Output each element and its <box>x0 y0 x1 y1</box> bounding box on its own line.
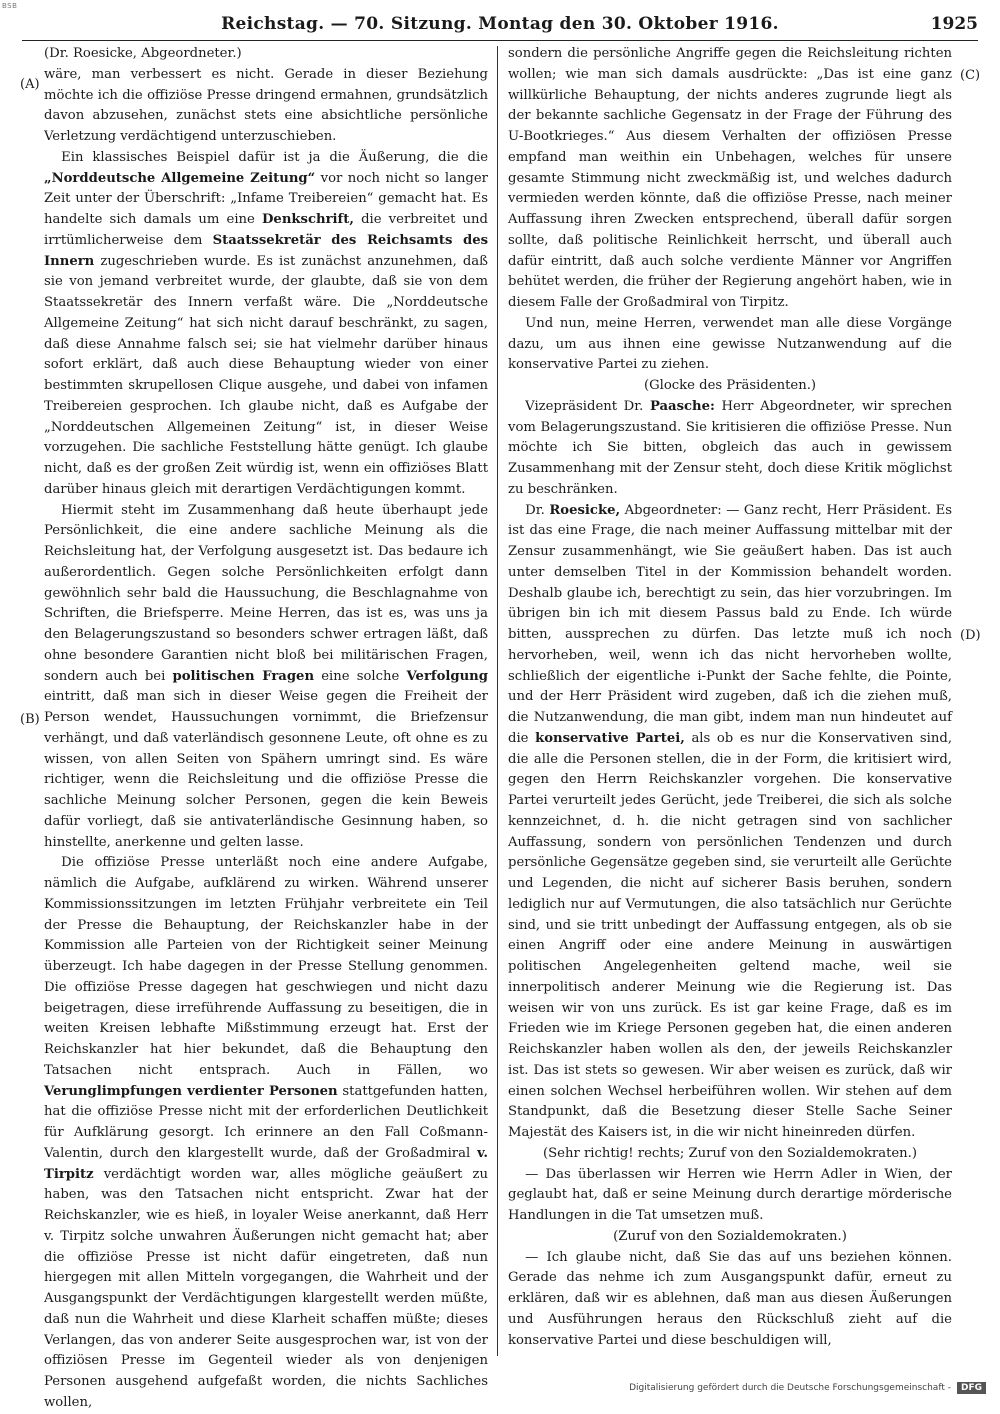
paragraph: Und nun, meine Herren, verwendet man alle diese Vorgänge dazu, um aus ihnen eine gewisse Nutzanwendung auf die konservative Partei zu ziehen. <box>508 315 952 373</box>
margin-marker-a: (A) <box>20 77 40 92</box>
text-run: die verbreitet und irrtümlicherweise dem <box>44 212 488 248</box>
margin-marker-d: (D) <box>960 628 981 643</box>
paragraph: — Das überlassen wir Herren wie Herrn Adler in Wien, der geglaubt hat, daß er seine Meinung durch derartige mörderische Handlungen in die Tat umsetzen muß. <box>508 1166 952 1223</box>
text-run: eintritt, daß man sich in dieser Weise gegen die Freiheit der Person wendet, Haussuchungen vornimmt, die Briefzensur verhängt, und daß vaterländisch gesonnene Leute, oft ohne es zu wissen, von allen Seiten von Spähern umringt sind. Es wäre richtiger, wenn die Reichsleitung und die offiziöse Presse die sachliche Meinung solcher Personen, gegen die kein Beweis dafür vorliegt, daß sie antivaterländische Gesinnung haben, so hinstellte, anerkenne und gelten lasse. <box>44 689 488 850</box>
header-rule <box>22 40 978 41</box>
paragraph <box>508 397 952 501</box>
left-column <box>44 44 489 1410</box>
emphasis: „Norddeutsche Allgemeine Zeitung“ <box>44 170 316 186</box>
page-number: 1925 <box>930 14 978 34</box>
paragraph: sondern die persönliche Angriffe gegen die Reichsleitung richten wollen; wie man sich damals ausdrückte: „Das ist eine ganz willkürliche Behauptung, der nichts anderes zugrunde liegt als der bekannte sachliche Gegensatz in der Frage der Führung des U-Bootkrieges.“ Aus diesem Verhalten der offiziösen Presse empfand man weithin ein Unbehagen, welches für unsere gesamte Stimmung nicht zweckmäßig ist, und welches dadurch vermieden werden könnte, daß die offiziöse Presse, nach meiner Auffassung ihren Zwecken entsprechend, überall dafür sorgen sollte, daß politische Reinlichkeit herrscht, und überall auch dafür eintritt, daß auch solche verdiente Männer vor Angriffen behütet werden, die früher der Regierung angehört haben, wie in diesem Falle der Großadmiral von Tirpitz. <box>508 46 952 310</box>
column-divider <box>497 46 498 1356</box>
paragraph <box>44 501 488 854</box>
text-run: Dr. <box>525 502 545 518</box>
footer <box>629 1382 986 1394</box>
text-run: stattgefunden hatten, hat die offiziöse Presse nicht mit der erforderlichen Deutlichkeit für Aufklärung gesorgt. Ich erinnere an den Fall Coßmann-Valentin, durch den klargestellt wurde, daß der Großadmiral <box>44 1083 488 1161</box>
paragraph <box>508 501 952 1144</box>
emphasis: politischen Fragen <box>172 668 315 684</box>
margin-marker-b: (B) <box>20 712 40 727</box>
stage-note: (Sehr richtig! rechts; Zuruf von den Sozialdemokraten.) <box>542 1145 918 1161</box>
paragraph <box>44 853 488 1413</box>
library-watermark: BSB <box>2 2 18 10</box>
paragraph: — Ich glaube nicht, daß Sie das auf uns beziehen können. Gerade das nehme ich zum Ausgangspunkt dafür, erneut zu erklären, daß wir es ablehnen, daß man aus diesen Äußerungen und Ausführungen heraus den Rückschluß zieht auf die konservative Partei und diese beschuldigen will, <box>508 1249 952 1348</box>
text-run: Abgeordneter: — Ganz recht, Herr Präsident. Es ist das eine Frage, die nach meiner Auffassung mittelbar mit der Zensur zusammenhängt, wie Sie geäußert haben. Das ist auch unter demselben Titel in der Kommission behandelt worden. Deshalb glaube ich, berechtigt zu sein, das hier vorzubringen. Im übrigen bin ich mit diesem Passus bald zu Ende. Ich würde bitten, aussprechen zu dürfen. Das letzte muß ich noch hervorheben, weil, wenn ich das nicht hervorheben wollte, schließlich der eigentliche i-Punkt der Sache fehlte, die Pointe, und der Herr Präsident wird zugeben, daß ich die ziehen muß, die Nutzanwendung, die man gibt, indem man nun hindeutet auf die <box>508 502 952 746</box>
text-run: Vizepräsident Dr. <box>525 398 644 414</box>
emphasis: konservative Partei, <box>535 730 685 746</box>
dfg-logo: DFG <box>957 1382 986 1394</box>
stage-note: (Glocke des Präsidenten.) <box>643 378 817 393</box>
text-run: eine solche <box>321 668 400 684</box>
text-run: vor noch nicht so langer Zeit unter der Überschrift: „Infame Treibereien“ gemacht hat. Es handelte sich damals um eine <box>44 170 488 227</box>
speaker-note: (Dr. Roesicke, Abgeordneter.) <box>44 46 242 61</box>
emphasis: Staatssekretär des Reichsamts des Innern <box>44 232 489 269</box>
paragraph: wäre, man verbessert es nicht. Gerade in dieser Beziehung möchte ich die offiziöse Presse dringend ermahnen, grundsätzlich davon abzusehen, zunächst stets eine absichtliche persönliche Verletzung verdächtigend unterzuschieben. <box>44 66 488 144</box>
emphasis: Denkschrift, <box>262 212 354 227</box>
emphasis: v. Tirpitz <box>44 1145 488 1182</box>
paragraph <box>44 148 488 501</box>
text-run: Die offiziöse Presse unterläßt noch eine andere Aufgabe, nämlich die Aufgabe, aufklärend zu wirken. Während unserer Kommissionssitzungen im letzten Frühjahr verbreitete ein Teil der Presse die Behauptung, der Reichskanzler habe in der Kommission alle Parteien von der Richtigkeit seiner Meinung überzeugt. Ich habe dagegen in der Presse Stellung genommen. Die offiziöse Presse dagegen hat geschwiegen und nicht dazu beigetragen, diese irreführende Auffassung zu beseitigen, die in weiten Kreisen lebhafte Mißstimmung erzeugt hat. Erst der Reichskanzler hat hier bekundet, daß die Behauptung den Tatsachen nicht entsprach. Auch in Fällen, wo <box>44 855 488 1078</box>
page-header <box>22 12 978 38</box>
emphasis: Verunglimpfungen verdienter Personen <box>44 1083 338 1099</box>
text-run: verdächtigt worden war, alles mögliche geäußert zu haben, was den Tatsachen nicht entspricht. Zwar hat der Reichskanzler, wie es hieß, in loyaler Weise anerkannt, daß Herr v. Tirpitz solche unwahren Äußerungen nicht gemacht hat; aber die offiziöse Presse ist nicht dafür eingetreten, daß nun hiergegen mit allen Mitteln vorgegangen, die Wahrheit und der Ausgangspunkt der Verdächtigungen klargestellt werden müßte, daß nun die Wahrheit und diese Klarheit schaffen müßte; dieses Verlangen, das von anderer Seite ausgesprochen war, ist von der offiziösen Presse im Gegenteil wieder als von denjenigen Personen ausgehend aufgefaßt worden, die nichts Sachliches wollen, <box>44 1166 488 1410</box>
stage-note: (Zuruf von den Sozialdemokraten.) <box>613 1228 847 1244</box>
emphasis: Verfolgung <box>406 668 488 684</box>
speaker-name: Roesicke, <box>549 502 621 518</box>
text-run: Herr Abgeordneter, wir sprechen vom Belagerungszustand. Sie kritisieren die offiziöse Presse. Nun möchte ich Sie bitten, obgleich das auch in gewissem Zusammenhang mit der Zensur steht, doch diese Kritik möglichst zu beschränken. <box>508 398 952 497</box>
text-run: Hiermit steht im Zusammenhang daß heute überhaupt jede Persönlichkeit, die eine andere sachliche Meinung als die Reichsleitung hat, der Verfolgung ausgesetzt ist. Das bedaure ich außerordentlich. Gegen solche Persönlichkeiten erfolgt dann gewöhnlich sehr bald die Haussuchung, die Beschlagnahme von Schriften, die Briefsperre. Meine Herren, das ist es, was uns ja den Belagerungszustand so besonders schwer ertragen läßt, daß ohne besondere Garantien nicht bloß bei militärischen Fragen, sondern auch bei <box>44 502 488 684</box>
running-title: Reichstag. — 70. Sitzung. Montag den 30. Oktober 1916. <box>221 14 779 34</box>
speaker-name: Paasche: <box>649 398 715 414</box>
footer-credit: Digitalisierung gefördert durch die Deutsche Forschungsgemeinschaft - <box>629 1383 951 1393</box>
text-run: zugeschrieben wurde. Es ist zunächst anzunehmen, daß sie von jemand verbreitet wurde, der glaubte, daß sie von dem Staatssekretär des Innern verfaßt wäre. Die „Norddeutsche Allgemeine Zeitung“ hat sich nicht darauf beschränkt, zu sagen, daß diese Annahme falsch sei; sie hat vielmehr darüber hinaus sofort erklärt, daß auch diese Behauptung wieder von einer bestimmten skrupellosen Clique ausgehe, und dabei von infamen Treibereien gesprochen. Ich glaube nicht, daß es Aufgabe der „Norddeutschen Allgemeinen Zeitung“ ist, in dieser Weise vorzugehen. Die sachliche Feststellung hätte genügt. Ich glaube nicht, daß es der großen Zeit würdig ist, wenn ein offiziöses Blatt darüber hinaus gleich mit derartigen Verdächtigungen kommt. <box>44 253 488 497</box>
margin-marker-c: (C) <box>960 68 981 83</box>
text-run: als ob es nur die Konservativen sind, die alle die Personen stellen, die in der Form, die kritisiert wird, gegen den Herrn Reichskanzler vorgehen. Die konservative Partei verurteilt jedes Gerücht, jede Treiberei, die sich als solche kennzeichnet, d. h. die nicht getragen sind von sachlicher Auffassung, sondern von persönlichen Tendenzen und durch persönliche Gegensätze gegeben sind, sie verurteilt alle Gerüchte und Legenden, die nicht auf sicherer Basis beruhen, sondern lediglich nur auf Vermutungen, die also tatsächlich nur Gerüchte sind, und sie tritt unbedingt der Auffassung entgegen, als ob sie einen Angriff oder eine andere Meinung in auswärtigen politischen Angelegenheiten geltend mache, weil sie innerpolitisch anderer Meinung wie die Regierung ist. Das weisen wir von uns zurück. Es ist gar keine Frage, daß es im Frieden wie im Kriege Personen gegeben hat, die einen anderen Reichskanzler haben wollen als den, der jeweils Reichskanzler ist. Das ist stets so gewesen. Wir aber weisen es zurück, daß wir einen solchen Wechsel herbeiführen wollen. Wir stehen auf dem Standpunkt, daß die Besetzung dieser Stelle Sache Seiner Majestät des Kaisers ist, in die wir nicht hineinreden dürfen. <box>508 730 953 1140</box>
right-column <box>508 44 952 1358</box>
text-run: Ein klassisches Beispiel dafür ist ja die Äußerung, die die <box>61 149 488 165</box>
